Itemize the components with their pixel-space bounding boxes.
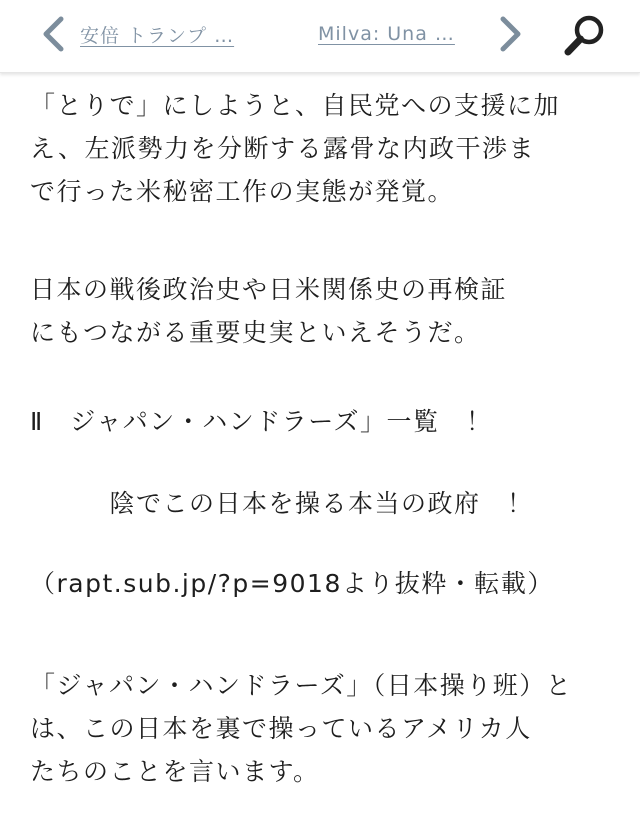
paragraph-3: Ⅱ ジャパン・ハンドラーズ」一覧 ！ (30, 407, 493, 436)
chevron-left-icon (38, 14, 68, 54)
paragraph-6-line-1: 「ジャパン・ハンドラーズ」（日本操り班）と (30, 671, 573, 700)
paragraph-1 (30, 84, 560, 213)
paragraph-6-line-3: たちのことを言います。 (30, 757, 320, 786)
paragraph-1-line-2: え、左派勢力を分断する露骨な内政干渉ま (30, 134, 536, 163)
paragraph-2 (30, 268, 507, 354)
paragraph-1-line-3: で行った米秘密工作の実態が発覚。 (30, 177, 455, 206)
paragraph-6-line-2: は、この日本を裏で操っているアメリカ人 (30, 714, 532, 743)
previous-article-title[interactable]: 安倍 トランプ … (80, 24, 235, 47)
source-note: （rapt.sub.jp/?p=9018より抜粋・転載） (30, 569, 554, 598)
paragraph-2-line-2: にもつながる重要史実といえそうだ。 (30, 318, 481, 347)
chevron-right-icon (496, 14, 526, 54)
next-article-title[interactable]: Milva: Una … (318, 23, 455, 45)
next-article-link[interactable] (318, 14, 533, 54)
paragraph-6 (30, 664, 572, 793)
paragraph-4: 陰でこの日本を操る本当の政府 ！ (30, 489, 534, 518)
paragraph-2-line-1: 日本の戦後政治史や日米関係史の再検証 (30, 275, 508, 304)
previous-article-link[interactable] (38, 14, 258, 54)
paragraph-1-line-1: 「とりで」にしようと、自民党への支援に加 (30, 91, 561, 120)
top-navigation-bar (0, 0, 640, 73)
search-icon[interactable] (562, 12, 608, 58)
